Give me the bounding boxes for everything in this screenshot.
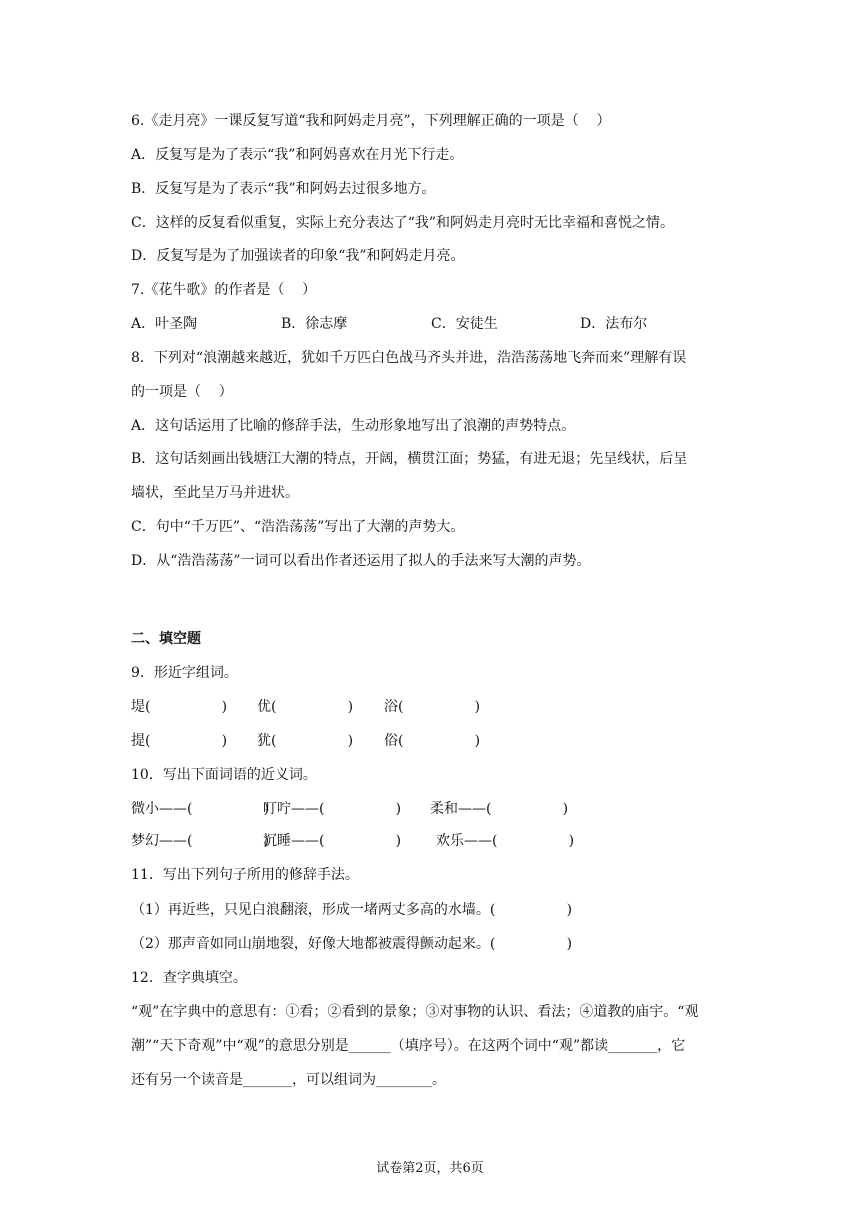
q8-option-b-line2: 墙状，至此呈万马并进状。 bbox=[131, 485, 299, 501]
q9-blank-1[interactable]: 堤( ) bbox=[131, 699, 228, 715]
q9-blank-4[interactable]: 提( ) bbox=[131, 733, 228, 749]
q8-option-c: C．句中“千万匹”、“浩浩荡荡”写出了大潮的声势大。 bbox=[131, 519, 465, 535]
q11-stem: 11．写出下列句子所用的修辞手法。 bbox=[131, 867, 359, 883]
q10-stem: 10．写出下面词语的近义词。 bbox=[131, 767, 317, 783]
q6-stem: 6.《走月亮》一课反复写道“我和阿妈走月亮”，下列理解正确的一项是（ ） bbox=[131, 113, 611, 129]
q8-option-b-line1: B．这句话刻画出钱塘江大潮的特点，开阔，横贯江面；势猛，有进无退；先呈线状，后呈 bbox=[131, 451, 688, 467]
q9-stem: 9．形近字组词。 bbox=[131, 665, 238, 681]
page-footer: 试卷第2页，共6页 bbox=[376, 1161, 484, 1176]
q6-option-b: B．反复写是为了表示“我”和阿妈去过很多地方。 bbox=[131, 181, 436, 197]
q12-text-line2[interactable]: 潮”“天下奇观”中“观”的意思分别是______（填序号）。在这两个词中“观”都读_______，它 bbox=[131, 1038, 686, 1054]
q11-sentence-2[interactable]: （2）那声音如同山崩地裂，好像大地都被震得颤动起来。( ) bbox=[131, 936, 573, 952]
q10-blank-5[interactable]: 沉睡——( ) bbox=[263, 833, 402, 849]
section-heading-fill-in: 二、填空题 bbox=[131, 631, 201, 647]
q12-text-line3[interactable]: 还有另一个读音是_______，可以组词为________。 bbox=[131, 1072, 446, 1088]
q9-blank-5[interactable]: 犹( ) bbox=[257, 733, 354, 749]
q7-option-a: A．叶圣陶 bbox=[131, 316, 198, 332]
q6-option-c: C．这样的反复看似重复，实际上充分表达了“我”和阿妈走月亮时无比幸福和喜悦之情。 bbox=[131, 215, 675, 231]
q9-blank-2[interactable]: 优( ) bbox=[257, 699, 354, 715]
q10-blank-4[interactable]: 梦幻——( ) bbox=[131, 833, 270, 849]
q12-text-line1: “观”在字典中的意思有：①看；②看到的景象；③对事物的认识、看法；④道教的庙宇。“观 bbox=[131, 1004, 699, 1020]
q7-option-b: B．徐志摩 bbox=[281, 316, 348, 332]
q10-blank-6[interactable]: 欢乐——( ) bbox=[436, 833, 575, 849]
q6-option-d: D．反复写是为了加强读者的印象“我”和阿妈走月亮。 bbox=[131, 248, 465, 264]
q8-option-a: A．这句话运用了比喻的修辞手法，生动形象地写出了浪潮的声势特点。 bbox=[131, 418, 576, 434]
q7-option-d: D．法布尔 bbox=[580, 316, 648, 332]
q6-option-a: A．反复写是为了表示“我”和阿妈喜欢在月光下行走。 bbox=[131, 147, 464, 163]
q9-blank-6[interactable]: 俗( ) bbox=[384, 733, 481, 749]
q9-blank-3[interactable]: 浴( ) bbox=[384, 699, 481, 715]
q7-option-c: C．安徒生 bbox=[431, 316, 498, 332]
q7-stem: 7.《花牛歌》的作者是（ ） bbox=[131, 282, 317, 298]
q10-blank-3[interactable]: 柔和——( ) bbox=[430, 801, 569, 817]
q10-blank-2[interactable]: 叮咛——( ) bbox=[263, 801, 402, 817]
q8-stem-line2: 的一项是（ ） bbox=[131, 384, 233, 400]
q10-blank-1[interactable]: 微小——( ) bbox=[131, 801, 270, 817]
q12-stem: 12．查字典填空。 bbox=[131, 970, 247, 986]
q11-sentence-1[interactable]: （1）再近些，只见白浪翻滚，形成一堵两丈多高的水墙。( ) bbox=[131, 902, 573, 918]
q8-stem-line1: 8．下列对“浪潮越来越近，犹如千万匹白色战马齐头并进，浩浩荡荡地飞奔而来”理解有误 bbox=[131, 350, 687, 366]
q8-option-d: D．从“浩浩荡荡”一词可以看出作者还运用了拟人的手法来写大潮的声势。 bbox=[131, 553, 591, 569]
